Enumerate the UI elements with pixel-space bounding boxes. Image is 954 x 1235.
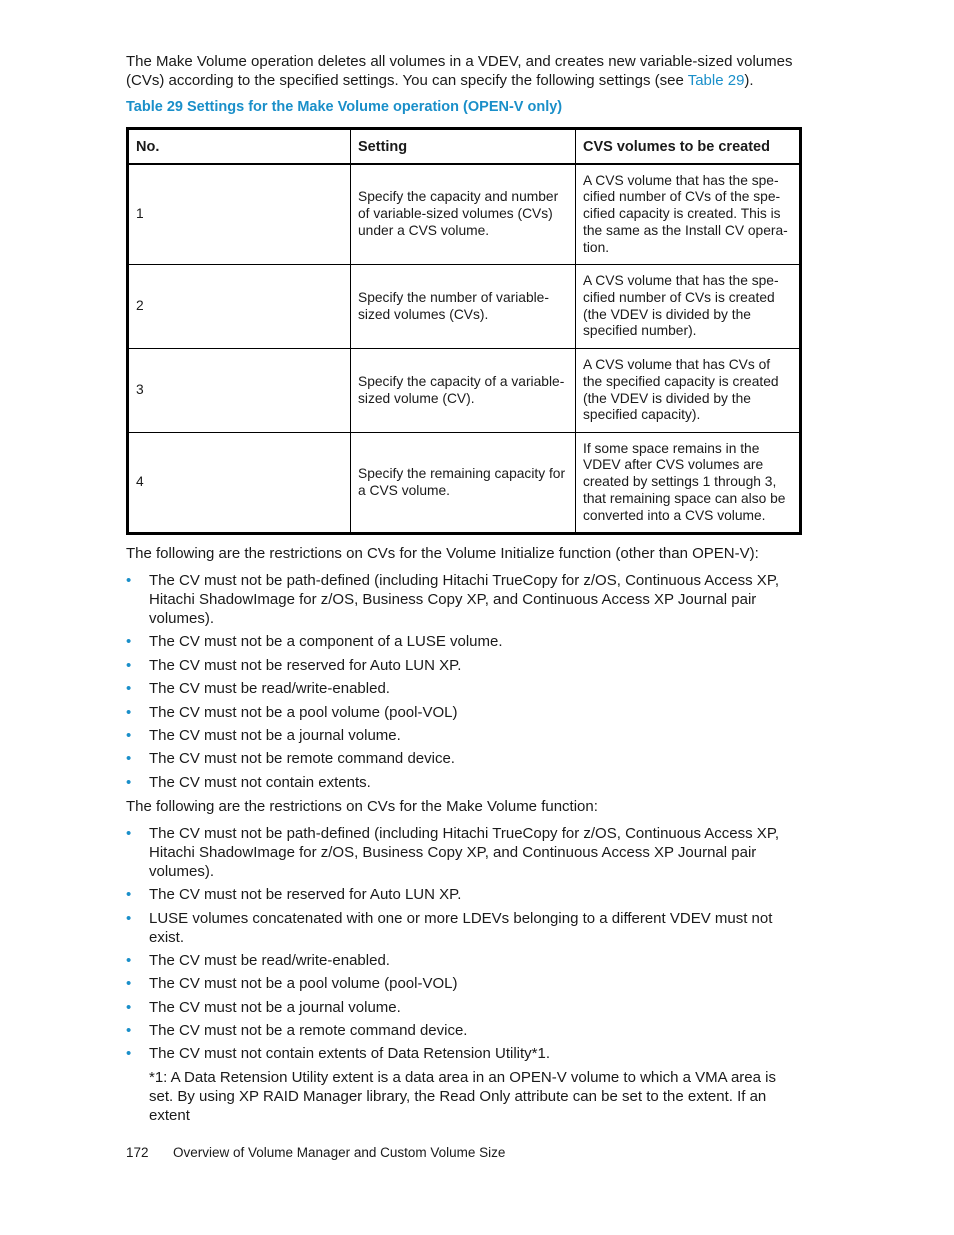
make-volume-restrictions [126, 824, 802, 1064]
volume-initialize-restrictions [126, 571, 802, 792]
page-footer [126, 1145, 505, 1160]
volume-initialize-intro: The following are the restrictions on CVs for the Volume Initialize function (other than OPEN-V): [126, 545, 759, 562]
bullet-icon: • [126, 656, 132, 674]
list-item: • The CV must not contain extents. [126, 773, 371, 791]
list-item: • The CV must not be path-defined (including Hitachi TrueCopy for z/OS, Continuous Access XP, Hitachi ShadowImage for z/OS, Business Copy XP, and Continuous Access XP Journal pair volumes). [126, 572, 780, 627]
footnote: *1: A Data Retension Utility extent is a data area in an OPEN-V volume to which a VMA area is set. By using XP RAID Manager library, the Read Only attribute can be set to the extent. If an extent [149, 1068, 776, 1124]
cell-no: 2 [128, 265, 351, 349]
list-item: • The CV must not be a pool volume (pool-VOL) [126, 703, 458, 721]
cell-result: A CVS volume that has CVs of the specified capacity is created (the VDEV is divided by the specified capacity). [576, 349, 801, 433]
cell-setting: Specify the capacity of a variable-sized volume (CV). [351, 349, 576, 433]
table-row [128, 164, 801, 265]
bullet-icon: • [126, 951, 132, 969]
intro-text-end: ). [744, 72, 754, 89]
bullet-icon: • [126, 703, 132, 721]
cell-result: A CVS volume that has the spe-cified number of CVs is created (the VDEV is divided by the specified number). [576, 265, 801, 349]
cell-setting: Specify the remaining capacity for a CVS volume. [351, 433, 576, 534]
list-item: • The CV must not be a pool volume (pool-VOL) [126, 975, 458, 993]
table-caption: Table 29 Settings for the Make Volume operation (OPEN-V only) [126, 99, 563, 115]
header-cvs-volumes: CVS volumes to be created [576, 129, 801, 165]
settings-table [126, 127, 802, 535]
list-item: • The CV must not be path-defined (including Hitachi TrueCopy for z/OS, Continuous Access XP, Hitachi ShadowImage for z/OS, Business Copy XP, and Continuous Access XP Journal pair volumes). [126, 824, 780, 880]
list-item: • The CV must not be remote command device. [126, 750, 455, 768]
list-item: • LUSE volumes concatenated with one or more LDEVs belonging to a different VDEV must not exist. [126, 909, 773, 946]
list-item: • The CV must be read/write-enabled. [126, 951, 390, 969]
list-item: • The CV must not be reserved for Auto LUN XP. [126, 656, 462, 674]
footer-title: Overview of Volume Manager and Custom Volume Size [173, 1145, 506, 1160]
bullet-icon: • [126, 909, 132, 927]
list-item: • The CV must not contain extents of Data Retension Utility*1. [126, 1045, 551, 1063]
cell-setting: Specify the capacity and number of variable-sized volumes (CVs) under a CVS volume. [351, 164, 576, 265]
cell-no: 3 [128, 349, 351, 433]
bullet-icon: • [126, 773, 132, 791]
bullet-icon: • [126, 1045, 132, 1063]
table-row [128, 349, 801, 433]
bullet-icon: • [126, 824, 132, 842]
header-no: No. [128, 129, 351, 165]
list-item: • The CV must not be reserved for Auto LUN XP. [126, 886, 462, 904]
table-row [128, 265, 801, 349]
cell-result: If some space remains in the VDEV after CVS volumes are created by settings 1 through 3, that remaining space can also be converted into a CVS volume. [576, 433, 801, 534]
bullet-icon: • [126, 975, 132, 993]
list-item: • The CV must not be a component of a LUSE volume. [126, 633, 503, 651]
make-volume-intro: The following are the restrictions on CVs for the Make Volume function: [126, 797, 598, 815]
table-29-link[interactable]: Table 29 [687, 72, 745, 89]
page-content [126, 52, 802, 1125]
bullet-icon: • [126, 572, 132, 589]
intro-paragraph [126, 52, 802, 90]
intro-text: The Make Volume operation deletes all volumes in a VDEV, and creates new variable-sized volumes (CVs) according to the specified settings. You can specify the following settings (see [126, 53, 793, 89]
bullet-icon: • [126, 633, 132, 651]
list-item: • The CV must not be a journal volume. [126, 998, 401, 1016]
cell-no: 1 [128, 164, 351, 265]
cell-no: 4 [128, 433, 351, 534]
page-number: 172 [126, 1145, 149, 1160]
cell-setting: Specify the number of variable-sized volumes (CVs). [351, 265, 576, 349]
cell-result: A CVS volume that has the spe-cified number of CVs of the spe-cified capacity is created. This is the same as the Install CV opera-tion. [576, 164, 801, 265]
table-header-row [128, 129, 801, 165]
bullet-icon: • [126, 726, 132, 744]
table-row [128, 433, 801, 534]
bullet-icon: • [126, 1022, 132, 1040]
list-item: • The CV must not be a remote command device. [126, 1022, 468, 1040]
list-item: • The CV must not be a journal volume. [126, 726, 401, 744]
bullet-icon: • [126, 680, 132, 698]
header-setting: Setting [351, 129, 576, 165]
bullet-icon: • [126, 750, 132, 768]
list-item: • The CV must be read/write-enabled. [126, 680, 390, 698]
bullet-icon: • [126, 886, 132, 904]
bullet-icon: • [126, 998, 132, 1016]
